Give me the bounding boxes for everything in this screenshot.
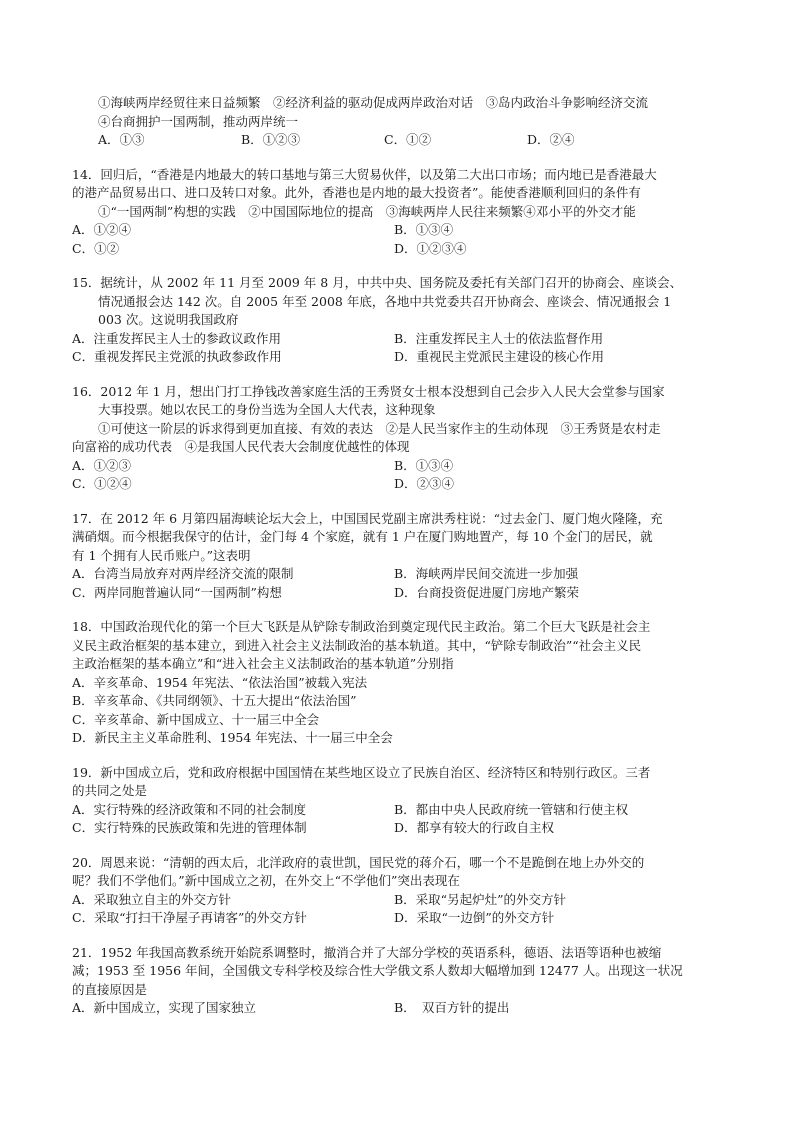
q14-option-b: B．①③④	[394, 222, 454, 237]
q21-options-row-1	[72, 999, 732, 1018]
q16-options-row-1	[72, 457, 732, 476]
q16-option-c: C．①②④	[72, 476, 132, 491]
q19-option-a: A．实行特殊的经济政策和不同的社会制度	[72, 801, 307, 817]
q21-stem-line-2: 减；1953 至 1956 年间，全国俄文专科学校及综合性大学俄文系人数却大幅增加到 12477 人。出现这一状况	[72, 963, 683, 978]
q17-option-c: C．两岸同胞普遍认同“一国两制”构想	[72, 584, 282, 600]
q18-stem-line-1: 18．中国政治现代化的第一个巨大飞跃是从铲除专制政治到奠定现代民主政治。第二个巨大飞跃是社会主	[72, 619, 651, 634]
question-17	[72, 510, 732, 603]
q16-option-b: B．①③④	[394, 457, 454, 473]
q14-options-row-1	[72, 221, 732, 240]
q13-statements-line-2: ④台商拥护一国两制，推动两岸统一	[98, 113, 299, 129]
q18-option-a: A．辛亥革命、1954 年宪法、“依法治国”被载入宪法	[72, 674, 368, 690]
q14-stem-line-1: 14．回归后，“香港是内地最大的转口基地与第三大贸易伙伴，以及第二大出口市场；而内地已是香港最大	[72, 166, 657, 182]
q18-option-d: D．新民主主义革命胜利、1954 年宪法、十一届三中全会	[72, 730, 393, 745]
q20-stem-line-1: 20．周恩来说：“清朝的西太后，北洋政府的袁世凯，国民党的蒋介石，哪一个不是跪倒在地上办外交的	[72, 854, 645, 870]
q19-stem-line-2: 的共同之处是	[72, 783, 148, 798]
q13-option-d: D．②④	[527, 132, 575, 147]
q21-stem-line-3: 的直接原因是	[72, 981, 148, 997]
q14-statement: ①“一国两制”构想的实践 ②中国国际地位的提高 ③海峡两岸人民往来频繁④邓小平的外交才能	[98, 203, 636, 219]
q17-options-row-1	[72, 565, 732, 584]
q13-statements-line-1: ①海峡两岸经贸往来日益频繁 ②经济利益的驱动促成两岸政治对话 ③岛内政治斗争影响经济交流	[98, 95, 649, 110]
q17-stem-line-1: 17．在 2012 年 6 月第四届海峡论坛大会上，中国国民党副主席洪秀柱说：“过去金门、厦门炮火隆隆，充	[72, 510, 663, 526]
q13-option-b: B．①②③	[241, 132, 301, 147]
q17-stem-line-3: 有 1 个拥有人民币账户。”这表明	[72, 547, 251, 563]
question-16	[72, 383, 732, 494]
q15-stem-line-2: 情况通报会达 142 次。自 2005 年至 2008 年底，各地中共党委共召开协商会、座谈会、情况通报会 1	[98, 293, 672, 309]
question-13	[72, 94, 732, 150]
q20-option-d: D．采取“一边倒”的外交方针	[394, 910, 555, 925]
q18-stem-line-2: 义民主政治框架的基本建立，到进入社会主义法制政治的基本轨道。其中，“铲除专制政治”“社会主义民	[72, 637, 642, 653]
q16-stem-line-1: 16．2012 年 1 月，想出门打工挣钱改善家庭生活的王秀贤女士根本没想到自己会步入人民大会堂参与国家	[72, 383, 665, 399]
q13-option-a: A．①③	[98, 132, 145, 147]
q17-option-a: A．台湾当局放弃对两岸经济交流的限制	[72, 566, 294, 581]
q19-stem-line-1: 19．新中国成立后，党和政府根据中国国情在某些地区设立了民族自治区、经济特区和特别行政区。三者	[72, 764, 651, 780]
q21-stem-line-1: 21．1952 年我国高教系统开始院系调整时，撤消合并了大部分学校的英语系科，德语、法语等语种也被缩	[72, 944, 662, 960]
q14-option-c: C．①②	[72, 240, 120, 256]
q15-stem-line-1: 15．据统计，从 2002 年 11 月至 2009 年 8 月，中共中央、国务院及委托有关部门召开的协商会、座谈会、	[72, 275, 683, 290]
q15-option-a: A．注重发挥民主人士的参政议政作用	[72, 330, 282, 346]
q15-stem-line-3: 003 次。这说明我国政府	[98, 312, 239, 327]
q13-option-c: C．①②	[384, 132, 432, 147]
q15-option-d: D．重视民主党派民主建设的核心作用	[394, 349, 605, 364]
q19-option-d: D．都享有较大的行政自主权	[394, 820, 555, 835]
q16-stem-line-2: 大事投票。她以农民工的身份当选为全国人大代表，这种现象	[98, 402, 436, 417]
q17-option-d: D．台商投资促进厦门房地产繁荣	[394, 584, 580, 600]
q20-options-row-2	[72, 909, 732, 928]
q20-stem-line-2: 呢？我们不学他们。”新中国成立之初，在外交上“不学他们”突出表现在	[72, 873, 460, 888]
q15-options-row-1	[72, 330, 732, 349]
q16-statements-line-2: 向富裕的成功代表 ④是我国人民代表大会制度优越性的体现	[72, 439, 410, 454]
q16-option-d: D．②③④	[394, 476, 455, 491]
q15-options-row-2	[72, 348, 732, 367]
q14-options-row-2	[72, 240, 732, 259]
q16-options-row-2	[72, 475, 732, 494]
q14-stem-line-2: 的港产品贸易出口、进口及转口对象。此外，香港也是内地的最大投资者”。能使香港顺利回归的条件有	[72, 185, 641, 200]
q19-options-row-2	[72, 819, 732, 838]
q19-option-c: C．实行特殊的民族政策和先进的管理体制	[72, 820, 307, 835]
q17-option-b: B．海峡两岸民间交流进一步加强	[394, 566, 579, 581]
q19-options-row-1	[72, 801, 732, 820]
q20-option-b: B．采取“另起炉灶”的外交方针	[394, 891, 566, 907]
q14-option-a: A．①②④	[72, 222, 132, 237]
q16-statements-line-1: ①可使这一阶层的诉求得到更加直接、有效的表达 ②是人民当家作主的生动体现 ③王秀贤是农村走	[98, 420, 661, 436]
question-19	[72, 764, 732, 838]
q17-stem-line-2: 满硝烟。而今根据我保守的估计，金门每 4 个家庭，就有 1 户在厦门购地置产，每 10 个金门的居民，就	[72, 529, 653, 544]
q16-option-a: A．①②③	[72, 457, 132, 473]
q17-options-row-2	[72, 584, 732, 603]
q20-option-a: A．采取独立自主的外交方针	[72, 891, 232, 907]
q20-option-c: C．采取“打扫干净屋子再请客”的外交方针	[72, 910, 307, 925]
question-21	[72, 944, 732, 1018]
q19-option-b: B．都由中央人民政府统一管辖和行使主权	[394, 801, 629, 817]
q13-options	[72, 131, 732, 150]
q21-option-a: A．新中国成立，实现了国家独立	[72, 1000, 257, 1015]
q15-option-c: C．重视发挥民主党派的执政参政作用	[72, 349, 282, 364]
q15-option-b: B．注重发挥民主人士的依法监督作用	[394, 330, 604, 346]
exam-page	[72, 94, 732, 1034]
q18-stem-line-3: 主政治框架的基本确立”和“进入社会主义法制政治的基本轨道”分别指	[72, 656, 454, 671]
q20-options-row-1	[72, 891, 732, 910]
question-14	[72, 166, 732, 259]
question-18	[72, 618, 732, 748]
q18-option-c: C．辛亥革命、新中国成立、十一届三中全会	[72, 711, 320, 727]
q21-option-b: B． 双百方针的提出	[394, 1000, 510, 1015]
q14-option-d: D．①②③④	[394, 240, 467, 256]
question-20	[72, 854, 732, 928]
question-15	[72, 274, 732, 367]
q18-option-b: B．辛亥革命、《共同纲领》、十五大提出“依法治国”	[72, 693, 357, 708]
